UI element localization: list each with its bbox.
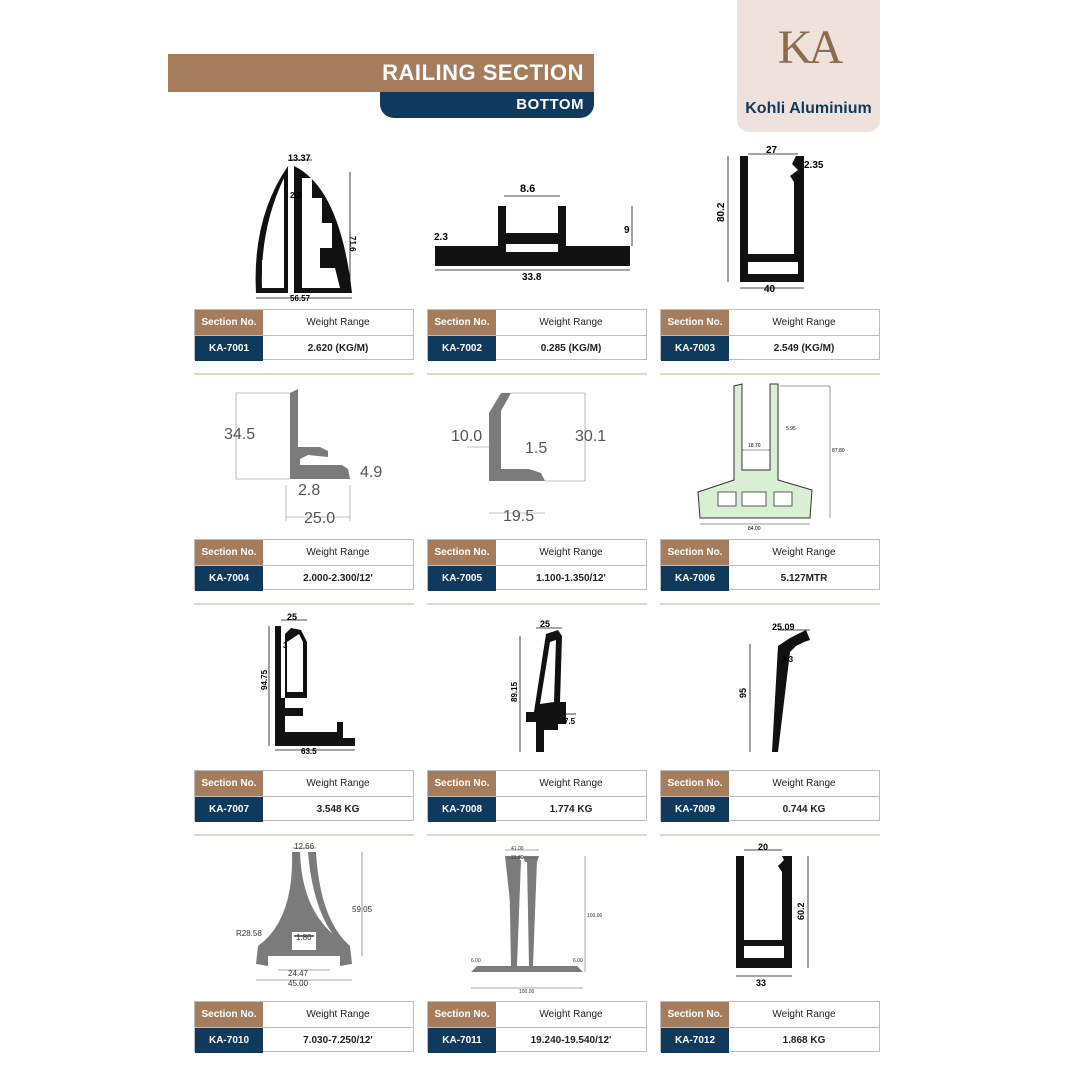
weight-range-label: Weight Range [772, 1009, 836, 1020]
spec-table-ka-7008 [427, 770, 647, 821]
weight-value: 0.285 (KG/M) [540, 343, 602, 354]
dim-label: 5.95 [786, 426, 796, 432]
section-no-label: Section No. [661, 1002, 729, 1027]
weight-value: 1.774 KG [549, 804, 593, 815]
divider [427, 373, 647, 375]
dim-label: 89.15 [510, 681, 519, 702]
section-no-label: Section No. [428, 540, 496, 565]
weight-range-label: Weight Range [539, 1009, 603, 1020]
dim-label: 59.05 [352, 905, 373, 914]
dim-label: 84.00 [748, 526, 761, 532]
page-title: RAILING SECTION [382, 60, 584, 85]
divider [194, 834, 414, 836]
profile-drawing-ka-7001 [240, 148, 370, 303]
dim-label: 2.3 [782, 655, 794, 664]
dim-label: 6.00 [471, 958, 481, 964]
dim-label: 4.9 [360, 464, 383, 481]
dim-label: 7.5 [564, 717, 576, 726]
dim-label: 94.75 [260, 669, 269, 690]
weight-value: 2.549 (KG/M) [773, 343, 835, 354]
weight-range-label: Weight Range [306, 778, 370, 789]
section-code: KA-7005 [428, 566, 496, 591]
section-no-label: Section No. [428, 771, 496, 796]
profile-drawing-ka-7002 [430, 178, 640, 283]
weight-range-label: Weight Range [306, 317, 370, 328]
dim-label: 8.6 [520, 183, 536, 195]
divider [427, 834, 647, 836]
dim-label: 63.5 [301, 747, 317, 756]
weight-range-label: Weight Range [772, 778, 836, 789]
spec-table-ka-7012 [660, 1001, 880, 1052]
dim-label: 60.2 [796, 902, 806, 920]
dim-label: 2.8 [298, 482, 321, 499]
weight-value: 19.240-19.540/12' [530, 1035, 612, 1046]
profile-drawing-ka-7006 [690, 380, 850, 535]
dim-label: 3 [283, 641, 288, 650]
weight-value: 5.127MTR [780, 573, 828, 584]
logo-mark: KA [777, 21, 840, 74]
weight-value: 2.000-2.300/12' [303, 573, 373, 584]
dim-label: 21.80 [511, 855, 524, 861]
dim-label: 33.8 [522, 272, 542, 283]
divider [194, 373, 414, 375]
section-code: KA-7008 [428, 797, 496, 822]
dim-label: 18.70 [748, 443, 761, 449]
dim-label: 25 [540, 619, 551, 629]
profile-drawing-ka-7004 [220, 385, 395, 530]
weight-value: 1.868 KG [782, 1035, 826, 1046]
section-code: KA-7003 [661, 336, 729, 361]
profile-drawing-ka-7005 [445, 385, 620, 530]
dim-label: 100.00 [587, 913, 603, 919]
dim-label: 25 [287, 612, 298, 622]
weight-value: 7.030-7.250/12' [303, 1035, 373, 1046]
profile-drawing-ka-7008 [500, 612, 600, 757]
divider [660, 373, 880, 375]
weight-range-label: Weight Range [539, 778, 603, 789]
dim-label: 30.1 [575, 428, 607, 445]
spec-table-ka-7005 [427, 539, 647, 590]
profile-drawing-ka-7010 [230, 840, 390, 990]
section-no-label: Section No. [195, 540, 263, 565]
section-no-label: Section No. [428, 310, 496, 335]
section-code: KA-7011 [428, 1028, 496, 1053]
spec-table-ka-7001 [194, 309, 414, 360]
weight-range-label: Weight Range [772, 317, 836, 328]
divider [194, 603, 414, 605]
profile-drawing-ka-7011 [465, 842, 615, 997]
section-code: KA-7004 [195, 566, 263, 591]
dim-label: 2.35 [804, 160, 824, 171]
spec-table-ka-7004 [194, 539, 414, 590]
dim-label: 20 [758, 842, 769, 852]
dim-label: 100.00 [519, 989, 535, 995]
spec-table-ka-7009 [660, 770, 880, 821]
spec-table-ka-7002 [427, 309, 647, 360]
weight-value: 3.548 KG [316, 804, 360, 815]
dim-label: 2.3 [434, 232, 448, 243]
dim-label: R28.58 [236, 929, 262, 938]
weight-range-label: Weight Range [306, 547, 370, 558]
section-no-label: Section No. [661, 540, 729, 565]
dim-label: 33 [756, 978, 767, 988]
profile-drawing-ka-7003 [712, 142, 842, 297]
profile-drawing-ka-7012 [718, 840, 828, 990]
dim-label: 6.00 [573, 958, 583, 964]
weight-value: 0.744 KG [782, 804, 826, 815]
dim-label: 40 [764, 284, 776, 295]
dim-label: 19.5 [503, 508, 535, 525]
profile-drawing-ka-7007 [255, 612, 365, 757]
weight-value: 1.100-1.350/12' [536, 573, 606, 584]
section-code: KA-7010 [195, 1028, 263, 1053]
divider [660, 834, 880, 836]
dim-label: 45.00 [288, 979, 309, 988]
brand-name: Kohli Aluminium [745, 100, 872, 117]
page-subtitle: BOTTOM [516, 96, 584, 113]
dim-label: 34.5 [224, 426, 256, 443]
section-code: KA-7006 [661, 566, 729, 591]
dim-label: 12.66 [294, 842, 315, 851]
divider [427, 603, 647, 605]
section-no-label: Section No. [195, 310, 263, 335]
section-no-label: Section No. [195, 1002, 263, 1027]
dim-label: 1.80 [296, 933, 312, 942]
spec-table-ka-7011 [427, 1001, 647, 1052]
weight-range-label: Weight Range [306, 1009, 370, 1020]
dim-label: 9 [624, 225, 630, 236]
section-code: KA-7001 [195, 336, 263, 361]
dim-label: 27 [766, 145, 778, 156]
weight-range-label: Weight Range [772, 547, 836, 558]
section-no-label: Section No. [428, 1002, 496, 1027]
spec-table-ka-7007 [194, 770, 414, 821]
dim-label: 2.3 [290, 191, 302, 200]
dim-label: 1.5 [525, 440, 548, 457]
profile-drawing-ka-7009 [730, 616, 840, 761]
weight-range-label: Weight Range [539, 317, 603, 328]
section-no-label: Section No. [661, 771, 729, 796]
dim-label: 41.00 [511, 846, 524, 852]
dim-label: 56.57 [290, 294, 311, 303]
section-code: KA-7009 [661, 797, 729, 822]
section-no-label: Section No. [195, 771, 263, 796]
weight-range-label: Weight Range [539, 547, 603, 558]
spec-table-ka-7003 [660, 309, 880, 360]
section-no-label: Section No. [661, 310, 729, 335]
spec-table-ka-7010 [194, 1001, 414, 1052]
dim-label: 71.6 [348, 236, 357, 252]
dim-label: 24.47 [288, 969, 309, 978]
dim-label: 25.0 [304, 510, 336, 527]
spec-table-ka-7006 [660, 539, 880, 590]
dim-label: 95 [738, 687, 748, 698]
section-code: KA-7002 [428, 336, 496, 361]
weight-value: 2.620 (KG/M) [307, 343, 369, 354]
dim-label: 25.09 [772, 622, 795, 632]
dim-label: 80.2 [716, 202, 727, 222]
divider [660, 603, 880, 605]
dim-label: 13.37 [288, 153, 311, 163]
dim-label: 87.80 [832, 448, 845, 454]
section-code: KA-7012 [661, 1028, 729, 1053]
dim-label: 10.0 [451, 428, 483, 445]
section-code: KA-7007 [195, 797, 263, 822]
